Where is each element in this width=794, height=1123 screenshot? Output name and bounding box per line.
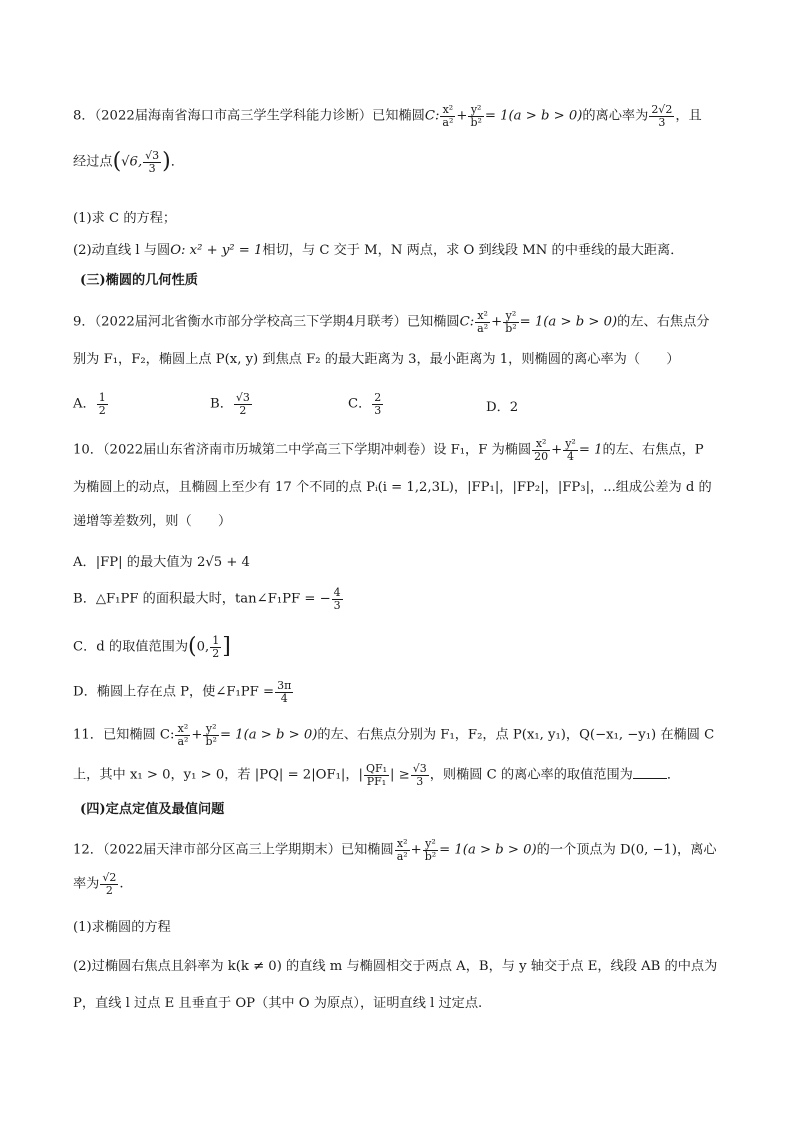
section-heading-4: (四)定点定值及最值问题 [80,802,225,817]
option-frac [332,587,343,611]
frac-num: x² [475,310,490,323]
frac-den: a² [177,734,189,748]
q8-line1 [73,104,734,128]
frac-den: a² [442,115,454,129]
q8-ecc-text: 的离心率为 [582,108,649,124]
q12-line2 [73,872,734,896]
frac-den: 2 [212,646,220,660]
frac-num: 1 [212,634,220,647]
frac-den: b² [470,115,482,129]
frac-num: 3π [277,679,292,692]
frac-num: y² [468,104,483,117]
q12-ecc-frac [100,872,118,896]
section-heading-3: (三)椭圆的几何性质 [80,273,198,288]
frac-num: QF₁ [365,762,388,775]
q8-ecc-frac [649,104,674,128]
q11-rhs-frac [411,763,429,787]
q11-end: ． [666,767,681,783]
plus-sign: + [491,314,503,330]
frac-num: √3 [145,149,160,162]
q8-circle-eq: O: x² + y² = 1 [170,243,263,258]
q9-frac-y [503,310,518,334]
q8-line2 [73,150,734,174]
q12-end: . [119,876,124,892]
q11-post: 的左、右焦点分别为 F₁，F₂，点 P(x₁, y₁)，Q(−x₁, −y₁) 在椭圆 C [317,727,715,743]
q9-eq-tail: = 1(a > b > 0) [519,314,618,330]
q11-ineq: | ≥ [390,767,410,783]
q11-cond: 上，其中 x₁ > 0，y₁ > 0，若 |PQ| = 2|OF₁|，| [73,767,363,783]
q8-tail: ，且 [675,108,702,124]
frac-num: √3 [235,391,250,404]
plus-sign: + [456,108,468,124]
bracket-right: ] [222,634,231,660]
q12-frac-y [423,838,438,862]
option-label: B． [210,396,233,412]
q12-stem: 12．（2022届天津市部分区高三上学期期末）已知椭圆 [73,842,394,858]
q8-point-text: 经过点 [73,154,113,170]
q8-frac-y [468,104,483,128]
q12-frac-x [395,838,410,862]
q12-sub1: (1)求椭圆的方程 [73,920,171,935]
frac-den: 20 [534,449,549,463]
q11-eq-tail: = 1(a > b > 0) [219,727,318,743]
q9-line2: 别为 F₁，F₂，椭圆上点 P(x, y) 到焦点 F₂ 的最大距离为 3，最小距离为 1，则椭圆的离心率为（ ） [73,352,680,367]
q9-option-d: D．2 [486,400,519,415]
q9-post: 的左、右焦点分 [617,314,710,330]
q10-eq-tail: = 1 [578,442,603,458]
frac-den: a² [396,849,408,863]
paren-right: ) [162,149,171,175]
q12-ecc-text: 率为 [73,876,100,892]
frac-num: y² [503,310,518,323]
q8-sub2-pre: (2)动直线 l 与圆 [73,243,171,258]
option-frac [372,392,383,416]
q9-line1 [73,310,734,334]
frac-num: 4 [333,586,341,599]
paren-left: ( [112,149,122,175]
frac-num: x² [532,438,550,451]
frac-num: x² [175,723,190,736]
q11-line1 [73,723,734,747]
q10-stem: 10．（2022届山东省济南市历城第二中学高三下学期冲刺卷）设 F₁，F 为椭圆 [73,442,532,458]
option-frac [234,392,252,416]
q8-eq-tail: = 1(a > b > 0) [484,108,583,124]
frac-num: 2 [374,391,382,404]
q11-frac-x [175,723,190,747]
q12-post: 的一个顶点为 D(0, −1)，离心 [536,842,717,858]
q8-sub2 [73,243,734,259]
frac-num: √3 [412,762,427,775]
frac-num: 2√2 [651,103,673,116]
option-frac [97,392,108,416]
q9-option-b [210,392,253,416]
option-text: D．椭圆上存在点 P，使∠F₁PF = [73,684,275,700]
frac-den: 3 [148,161,156,175]
q8-sub2-post: 相切，与 C 交于 M，N 两点，求 O 到线段 MN 的中垂线的最大距离． [262,243,684,258]
plus-sign: + [551,442,563,458]
q8-sub1: (1)求 C 的方程； [73,211,177,226]
option-frac [210,635,221,659]
frac-num: y² [203,723,218,736]
q11-stem: 11．已知椭圆 C: [73,727,175,743]
q8-point-end: ． [170,154,184,170]
q8-frac-x [440,104,455,128]
q10-line1 [73,438,734,462]
frac-den: 2 [239,403,247,417]
interval-start: 0, [196,639,210,655]
q10-line3: 递增等差数列，则（ ） [73,514,232,529]
q10-post: 的左、右焦点，P [602,442,704,458]
frac-den: b² [424,849,437,863]
option-text: B．△F₁PF 的面积最大时，tan∠F₁PF = − [73,591,331,607]
q11-frac-y [203,723,218,747]
q9-ellipse-label: C: [459,314,475,330]
frac-num: 1 [98,391,106,404]
frac-den: 3 [333,598,341,612]
q8-point-frac [143,150,161,174]
plus-sign: + [191,727,203,743]
q11-ratio-frac [364,763,389,787]
q12-eq-tail: = 1(a > b > 0) [439,842,537,858]
q10-frac-x [532,438,550,462]
q10-line2: 为椭圆上的动点，且椭圆上至少有 17 个不同的点 Pᵢ(i = 1,2,3L)，|FP₁|，|FP₂|，|FP₃|，...组成公差为 d 的 [73,480,712,495]
frac-den: a² [477,321,489,335]
frac-den: PF₁ [366,774,387,788]
q9-frac-x [475,310,490,334]
frac-den: 3 [658,115,666,129]
frac-den: 4 [567,449,575,463]
frac-num: x² [440,104,455,117]
frac-den: 3 [416,774,424,788]
q11-post2: ，则椭圆 C 的离心率的取值范围为 [429,767,633,783]
q10-option-b [73,587,734,611]
q10-option-a: A．|FP| 的最大值为 2√5 + 4 [73,555,250,570]
q8-ellipse-label: C: [424,108,440,124]
q12-sub2-line2: P，直线 l 过点 E 且垂直于 OP（其中 O 为原点），证明直线 l 过定点. [73,996,483,1011]
frac-den: b² [205,734,217,748]
paren-left: ( [188,634,197,660]
option-text: C．d 的取值范围为 [73,639,189,655]
q9-option-c [348,392,384,416]
q10-option-d [73,680,734,704]
q8-stem: 8．（2022届海南省海口市高三学生学科能力诊断）已知椭圆 [73,108,425,124]
frac-num: y² [565,437,576,450]
plus-sign: + [410,842,422,858]
q9-option-a [73,392,109,416]
answer-blank [633,766,667,779]
q12-sub2-line1: (2)过椭圆右焦点且斜率为 k(k ≠ 0) 的直线 m 与椭圆相交于两点 A，B，与 y 轴交于点 E，线段 AB 的中点为 [73,959,718,974]
q11-line2 [73,763,734,787]
q8-point-x: √6, [121,154,143,170]
frac-den: 3 [374,403,382,417]
frac-den: 2 [105,883,113,897]
frac-den: 4 [280,691,288,705]
option-label: C． [348,396,372,412]
frac-den: b² [505,321,517,335]
q12-line1 [73,838,734,862]
q10-option-c [73,635,734,659]
option-label: A． [73,396,96,412]
frac-num: y² [423,838,438,851]
frac-num: √2 [102,871,117,884]
frac-num: x² [395,838,410,851]
frac-den: 2 [98,403,106,417]
q10-frac-y [563,438,578,462]
option-frac [275,680,293,704]
q9-stem: 9．（2022届河北省衡水市部分学校高三下学期4月联考）已知椭圆 [73,314,460,330]
